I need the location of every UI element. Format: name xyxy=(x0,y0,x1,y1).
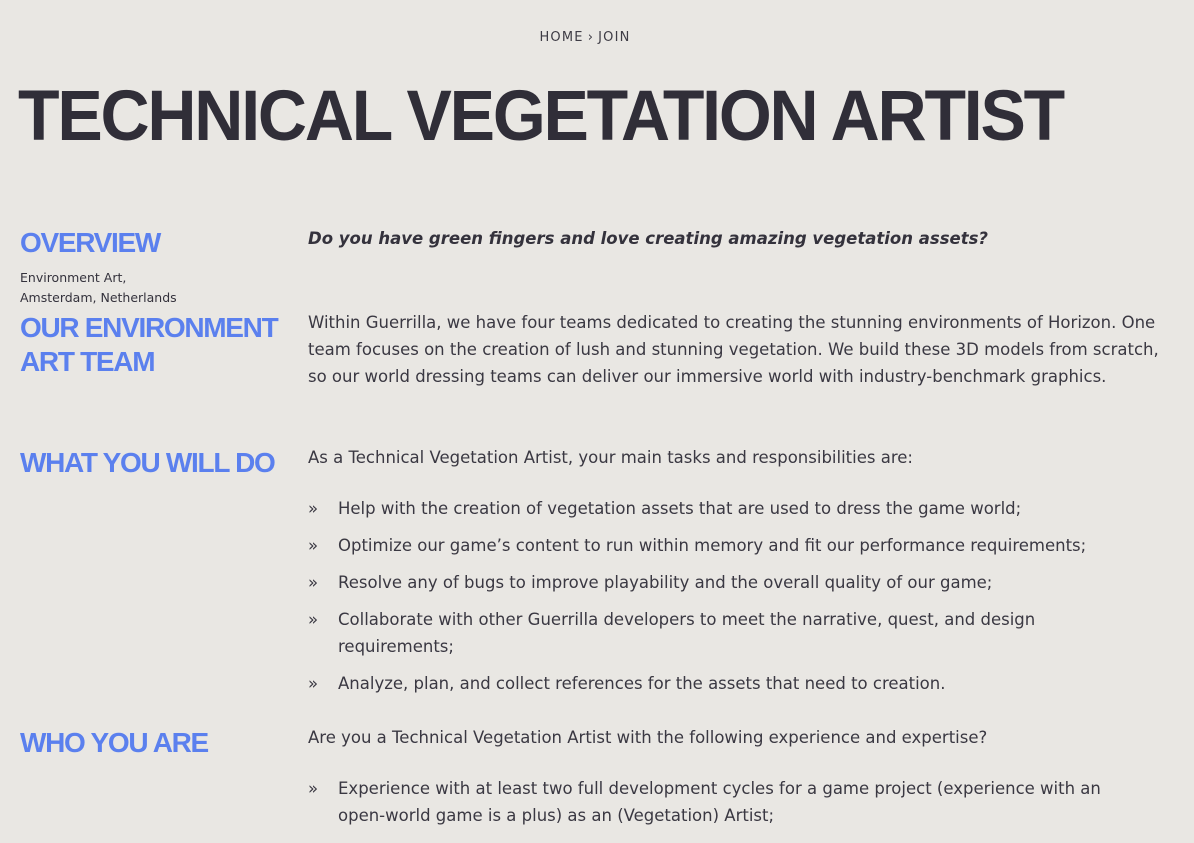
requirements-list xyxy=(308,775,1123,839)
bullet-icon: » xyxy=(308,779,319,798)
list-item-text: Resolve any of bugs to improve playability and the overall quality of our game; xyxy=(338,573,993,592)
bullet-icon: » xyxy=(308,674,319,693)
bullet-icon: » xyxy=(308,573,319,592)
team-heading-line1: OUR ENVIRONMENT xyxy=(20,312,278,343)
list-item-text: Collaborate with other Guerrilla developers to meet the narrative, quest, and design requirements; xyxy=(338,610,1036,656)
team-heading-line2: ART TEAM xyxy=(20,346,155,377)
list-item xyxy=(308,569,1138,596)
page-title: TECHNICAL VEGETATION ARTIST xyxy=(18,75,1063,156)
overview-heading: OVERVIEW xyxy=(20,227,161,258)
job-meta xyxy=(20,268,177,308)
bullet-icon: » xyxy=(308,536,319,555)
what-you-will-do-heading: WHAT YOU WILL DO xyxy=(20,447,275,478)
bullet-icon: » xyxy=(308,610,319,629)
list-item-text: Analyze, plan, and collect references for the assets that need to creation. xyxy=(338,674,946,693)
list-item xyxy=(308,532,1138,559)
who-you-are-intro: Are you a Technical Vegetation Artist with the following experience and expertise? xyxy=(308,728,988,747)
who-you-are-heading: WHO YOU ARE xyxy=(20,727,208,758)
team-heading xyxy=(20,311,277,379)
list-item-text: Help with the creation of vegetation assets that are used to dress the game world; xyxy=(338,499,1022,518)
list-item xyxy=(308,775,1123,829)
job-department: Environment Art, xyxy=(20,270,127,285)
breadcrumb xyxy=(0,30,1170,45)
list-item xyxy=(308,495,1138,522)
list-item xyxy=(308,670,1138,697)
list-item-text: Experience with at least two full development cycles for a game project (experience with an open-world game is a plus) as an (Vegetation) Artist; xyxy=(338,779,1101,825)
breadcrumb-join-link[interactable]: JOIN xyxy=(598,30,631,45)
bullet-icon: » xyxy=(308,499,319,518)
job-location: Amsterdam, Netherlands xyxy=(20,290,177,305)
breadcrumb-home-link[interactable]: HOME xyxy=(539,30,584,45)
breadcrumb-separator-icon: › xyxy=(587,30,595,45)
team-description: Within Guerrilla, we have four teams dedicated to creating the stunning environments of Horizon. One team focuses on the creation of lush and stunning vegetation. We build these 3D models from scratch, so our world dressing teams can deliver our immersive world with industry-benchmark graphics. xyxy=(308,313,1159,386)
overview-intro: Do you have green fingers and love creating amazing vegetation assets? xyxy=(308,229,989,248)
list-item-text: Optimize our game’s content to run within memory and fit our performance requirements; xyxy=(338,536,1087,555)
list-item xyxy=(308,606,1138,660)
responsibilities-list xyxy=(308,495,1138,707)
what-you-will-do-intro: As a Technical Vegetation Artist, your main tasks and responsibilities are: xyxy=(308,448,913,467)
